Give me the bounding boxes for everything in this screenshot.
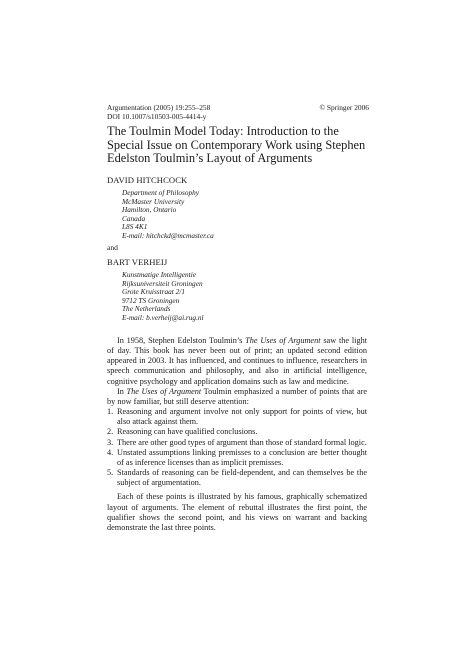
and-separator: and xyxy=(107,243,118,252)
affiliation-line: L8S 4K1 xyxy=(122,222,148,232)
affiliation-line: Rijksuniversiteit Groningen xyxy=(122,278,203,288)
author-email: E-mail: b.verheij@ai.rug.nl xyxy=(122,312,204,322)
book-title: The Uses of Argument xyxy=(126,386,202,396)
affiliation-line: Hamilton, Ontario xyxy=(122,205,177,215)
list-item: 5. Standards of reasoning can be field-dependent, and can themselves be the subject of argumentation. xyxy=(107,468,367,488)
list-item: 4. Unstated assumptions linking premisses to a conclusion are better thought of as inference licenses than as implicit premisses. xyxy=(107,447,367,467)
affiliation-line: Kunstmatige Intelligentie xyxy=(122,270,196,279)
author-name: BART VERHEIJ xyxy=(107,257,168,267)
affiliation-line: Department of Philosophy xyxy=(122,188,200,197)
author-email: E-mail: hitchckd@mcmaster.ca xyxy=(122,230,214,240)
paragraph-intro: In 1958, Stephen Edelston Toulmin’s The Uses of Argument saw the light of day. This book has never been out of print; an updated second edition appeared in 2003. It has influenced, and continues to influence, researchers in speech communication and philosophy, and also in artificial intelligence, cognitive psychology and application domains such as law and medicine. xyxy=(107,336,367,386)
author-affiliation xyxy=(122,271,204,323)
affiliation-line: McMaster University xyxy=(122,196,185,206)
book-title: The Uses of Argument xyxy=(245,336,321,345)
copyright-line: © Springer 2006 xyxy=(319,103,369,112)
journal-citation: Argumentation (2005) 19:255–258 xyxy=(107,103,211,112)
author-name: DAVID HITCHCOCK xyxy=(107,175,188,185)
affiliation-line: Grote Kruisstraat 2/1 xyxy=(122,287,185,297)
list-item: 1. Reasoning and argument involve not only support for points of view, but also attack against them. xyxy=(107,407,367,427)
affiliation-line: 9712 TS Groningen xyxy=(122,295,180,305)
list-item: 2. Reasoning can have qualified conclusions. xyxy=(107,427,258,437)
paragraph-points-intro: In The Uses of Argument Toulmin emphasized a number of points that are by now familiar, but still deserve attention: xyxy=(107,386,368,406)
article-body xyxy=(107,336,367,533)
points-list xyxy=(107,407,367,488)
author-affiliation xyxy=(122,189,214,241)
article-title: The Toulmin Model Today: Introduction to the Special Issue on Contemporary Work using Stephen Edelston Toulmin’s Layout of Arguments xyxy=(107,124,366,166)
affiliation-line: The Netherlands xyxy=(122,304,171,314)
affiliation-line: Canada xyxy=(122,213,146,223)
list-item: 3. There are other good types of argument than those of standard formal logic. xyxy=(107,437,367,447)
paragraph-layout: Each of these points is illustrated by his famous, graphically schematized layout of arguments. The element of rebuttal illustrates the first point, the qualifier shows the second point, and his views on warrant and backing demonstrate the last three points. xyxy=(107,492,367,532)
doi-line: DOI 10.1007/s10503-005-4414-y xyxy=(107,112,207,121)
